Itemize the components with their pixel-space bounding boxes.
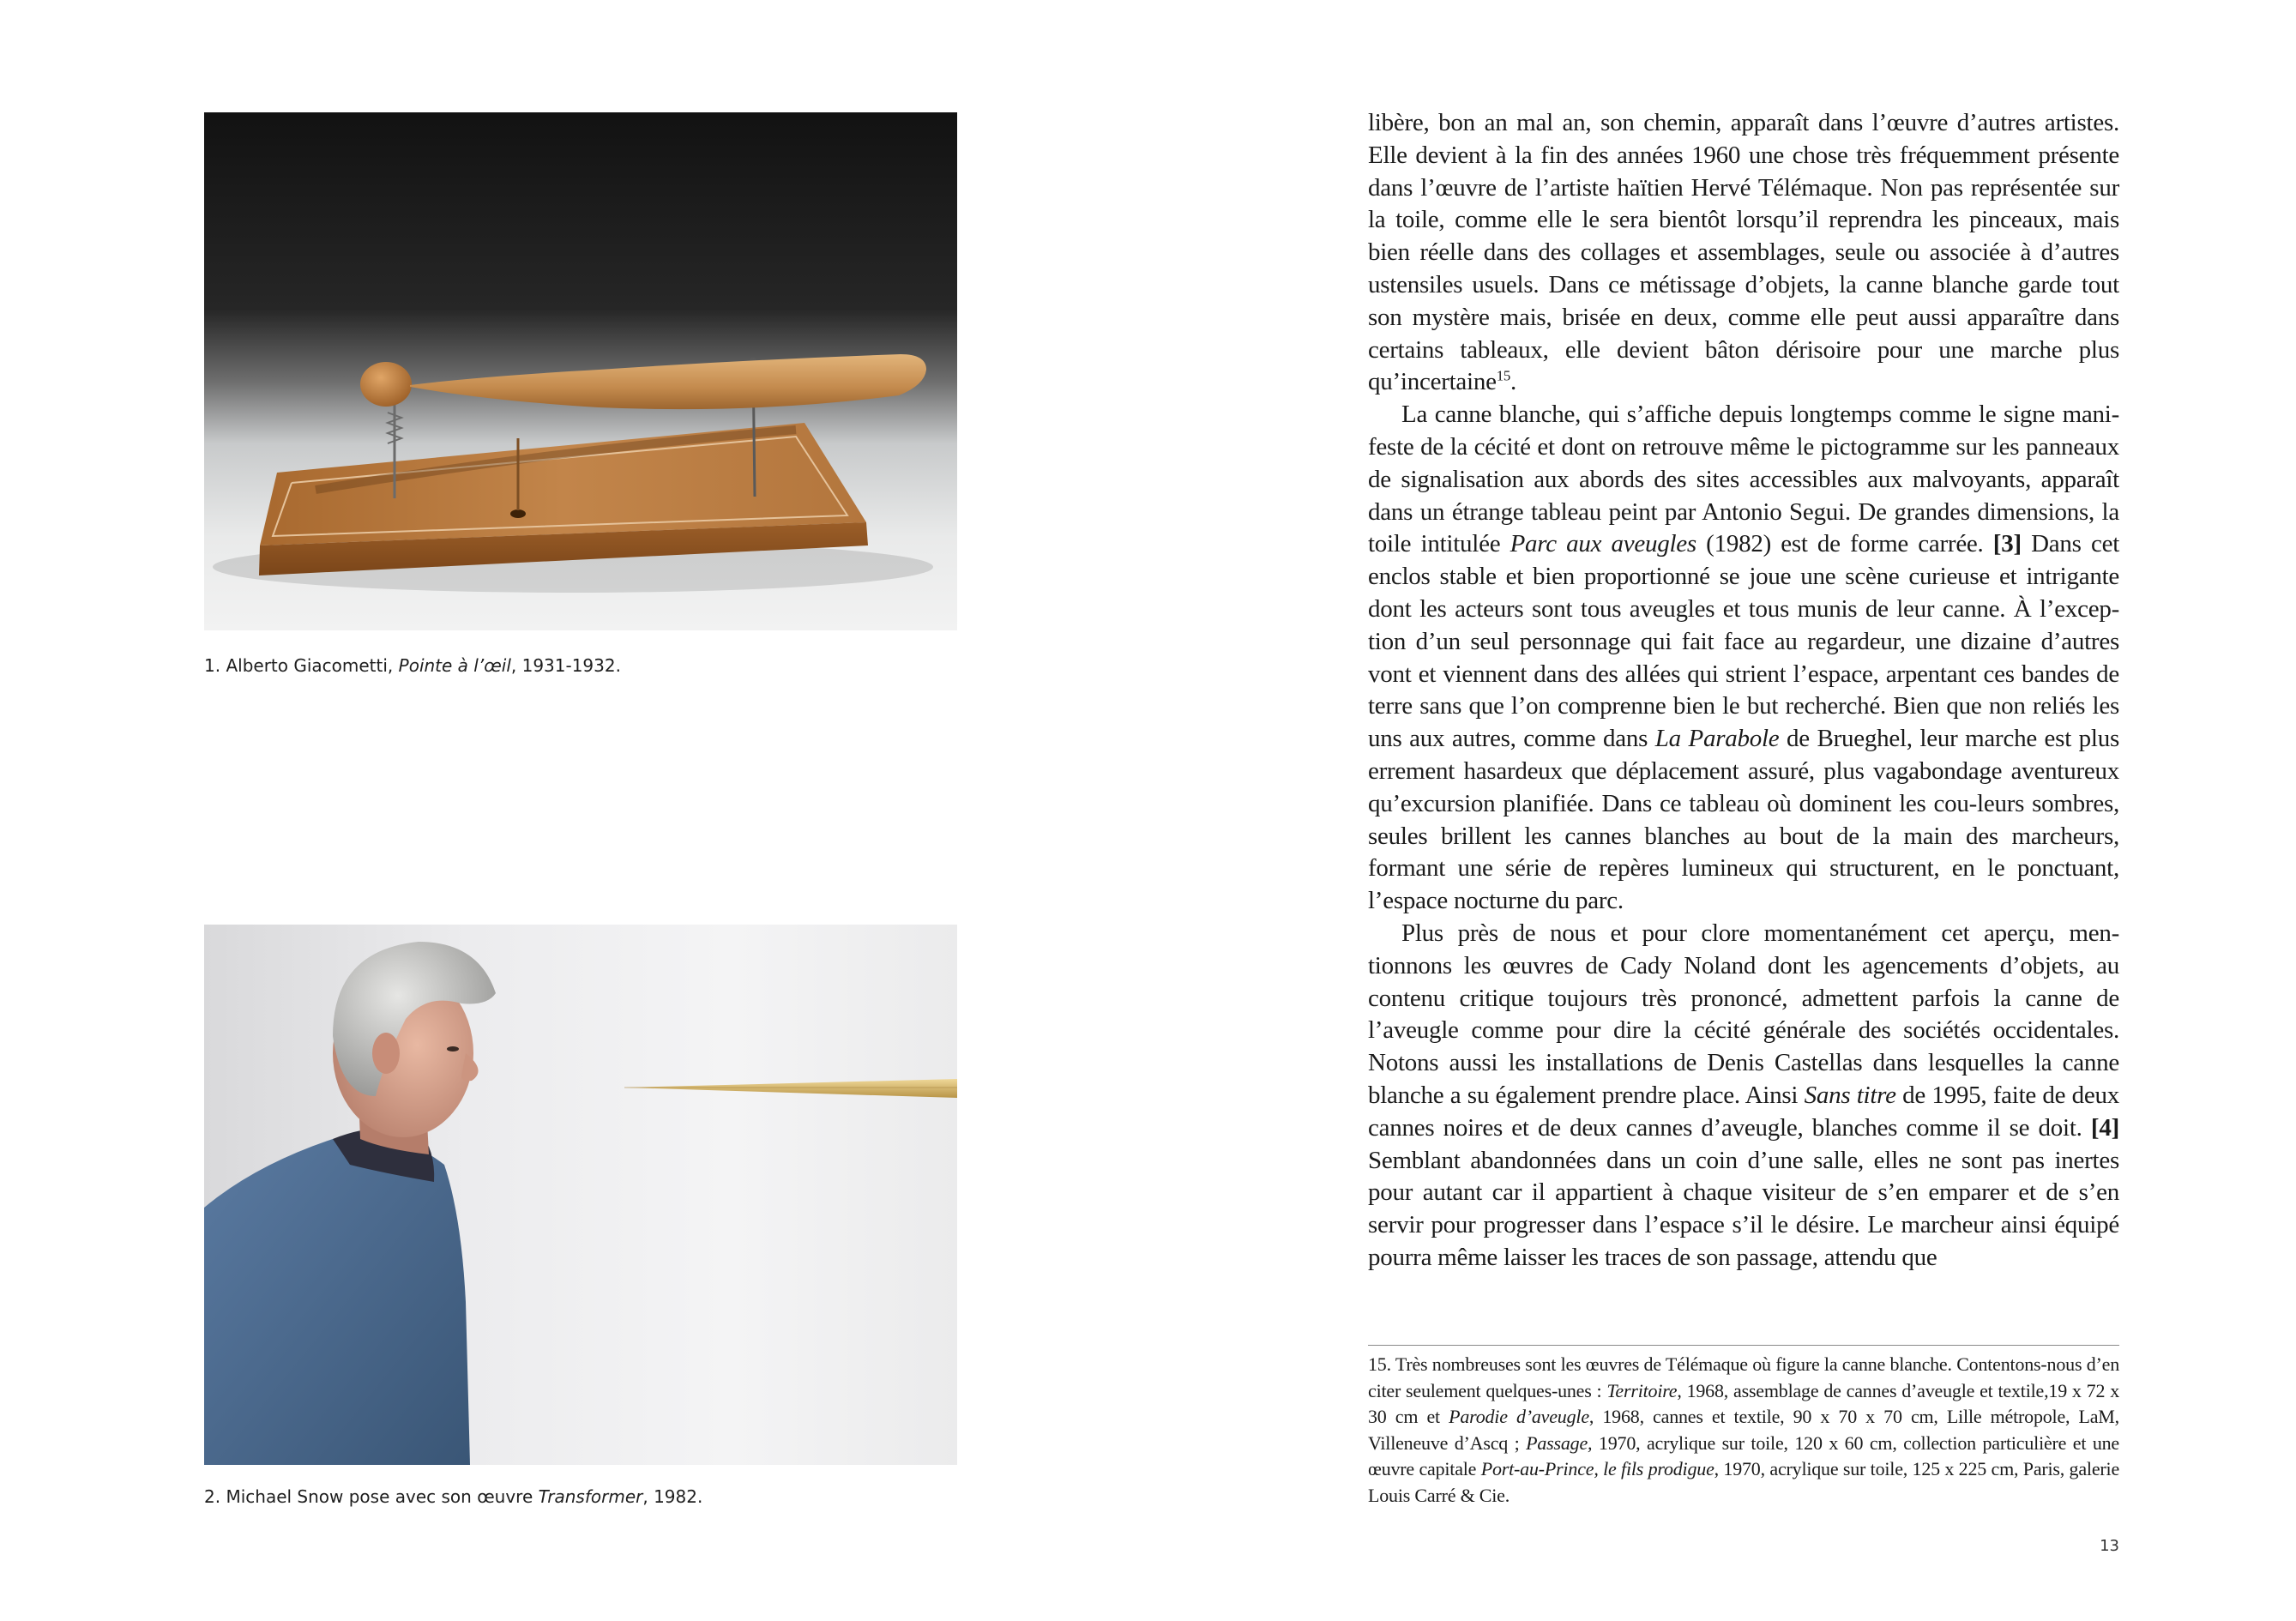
caption-date: , 1931-1932. (510, 655, 621, 676)
caption-number: 1. (204, 655, 221, 676)
text-run: de 1995, faite de deux cannes noires et de deux cannes d’aveugle, blanches comme il se doit. (1368, 1081, 2119, 1142)
body-text (1368, 107, 2119, 1275)
work-title: La Parabole (1654, 725, 1780, 753)
footnote-15 (1368, 1352, 2119, 1510)
figure-2-caption (204, 1485, 976, 1508)
work-title: Port-au-Prince, le fils prodigue (1480, 1458, 1714, 1480)
text-run: 1970, acrylique sur toile, 120 x 60 cm, collection particulière et une œuvre capitale (1368, 1431, 2119, 1480)
text-run: Plus près de nous et pour clore momentanément cet aperçu, men-tionnons les œuvres de Cady Noland dont les agencements d’objets, au contenu critique toujours très prononcé, admettent parfois la canne de l’aveugle comme pour dire la cécité générale des sociétés occidentales. Notons aussi les installations de Denis Castellas dans lesquelles la canne blanche a su également prendre place. Ainsi (1368, 919, 2119, 1109)
figure-2-photo (204, 925, 957, 1465)
figure-reference[interactable]: [3] (1992, 530, 2022, 558)
work-title: Parodie d’aveugle (1449, 1406, 1589, 1428)
figure-reference[interactable]: [4] (2090, 1113, 2119, 1142)
text-run: La canne blanche, qui s’affiche depuis longtemps comme le signe mani-feste de la cécité et dont on retrouve même le pictogramme sur les panneaux de signalisation aux abords des sites accessibles aux malvoyants, apparaît dans un étrange tableau peint par Antonio Segui. De grandes dimensions, la toile intitulée (1368, 401, 2119, 558)
text-run: Dans cet enclos stable et bien proportionné se joue une scène curieuse et intrigante dont les acteurs sont tous aveugles et tous munis de leur canne. À l’excep-tion d’un seul personnage qui fait face au regardeur, une dizaine d’autres vont et viennent dans des allées qui strient l’espace, arpentant ces bandes de terre sans que l’on comprenne bien le but recherché. Bien que non reliés les uns aux autres, comme dans (1368, 530, 2120, 753)
work-title: Territoire (1606, 1379, 1678, 1401)
sculpture-illustration (204, 112, 957, 630)
footnote-text (1368, 1352, 2119, 1510)
portrait-illustration (204, 925, 957, 1465)
caption-date: , 1982. (642, 1486, 703, 1507)
caption-title: Transformer (538, 1486, 643, 1507)
caption-artist: Michael Snow pose avec son œuvre (226, 1486, 533, 1507)
text-run: de Brueghel, leur marche est plus errement hasardeux que déplacement assuré, plus vagabondage aventureux qu’excursion planifiée. Dans ce tableau où dominent les cou-leurs sombres, seules brillent les cannes blanches au bout de la main des marcheurs, formant une série de repères lumineux qui structurent, en le ponctuant, l’espace nocturne du parc. (1368, 725, 2119, 915)
figure-1-photo (204, 112, 957, 630)
text-run: , 1968, assemblage de cannes d’aveugle et textile,19 x 72 x 30 cm et (1368, 1379, 2119, 1428)
page-number: 13 (2100, 1537, 2119, 1555)
caption-title: Pointe à l’œil (398, 655, 511, 676)
work-title: Parc aux aveugles (1510, 530, 1696, 558)
caption-number: 2. (204, 1486, 221, 1507)
paragraph-1 (1368, 107, 2119, 399)
text-run: (1982) est de forme carrée. (1696, 530, 1993, 558)
caption-artist: Alberto Giacometti, (226, 655, 394, 676)
text-run: , 1968, cannes et textile, 90 x 70 x 70 cm, Lille métropole, LaM, Villeneuve d’Ascq ; (1368, 1406, 2119, 1454)
work-title: Passage, (1526, 1431, 1593, 1454)
text-run: libère, bon an mal an, son chemin, apparaît dans l’œuvre d’autres artistes. Elle devient à la fin des années 1960 une chose très fréquemment présente dans l’œuvre de l’artiste haïtien Hervé Télémaque. Non pas représentée sur la toile, comme elle le sera bientôt lorsqu’il reprendra les pinceaux, mais bien réelle dans des collages et assemblages, seule ou associée à d’autres ustensiles usuels. Dans ce métissage d’objets, la canne blanche garde tout son mystère mais, brisée en deux, comme elle peut aussi apparaître dans certains tableaux, elle devient bâton dérisoire pour une marche plus qu’incertaine (1368, 109, 2119, 396)
text-run: . (1510, 368, 1517, 396)
footnote-marker[interactable]: 15 (1496, 367, 1511, 384)
footnote-divider (1368, 1345, 2119, 1346)
text-run: , 1970, acrylique sur toile, 125 x 225 cm, Paris, galerie Louis Carré & Cie. (1368, 1458, 2120, 1506)
paragraph-3 (1368, 918, 2119, 1275)
text-run: 15. Très nombreuses sont les œuvres de Télémaque où figure la canne blanche. Contentons-nous d’en citer seulement quelques-unes : (1368, 1353, 2119, 1401)
figure-1-caption (204, 654, 976, 677)
work-title: Sans titre (1804, 1081, 1896, 1109)
text-run: Semblant abandonnées dans un coin d’une salle, elles ne sont pas inertes pour autant car il appartient à chaque visiteur de s’en emparer et de s’en servir pour progresser dans l’espace s’il le désire. Le marcheur ainsi équipé pourra même laisser les traces de son passage, attendu que (1368, 1146, 2119, 1271)
paragraph-2 (1368, 399, 2119, 918)
